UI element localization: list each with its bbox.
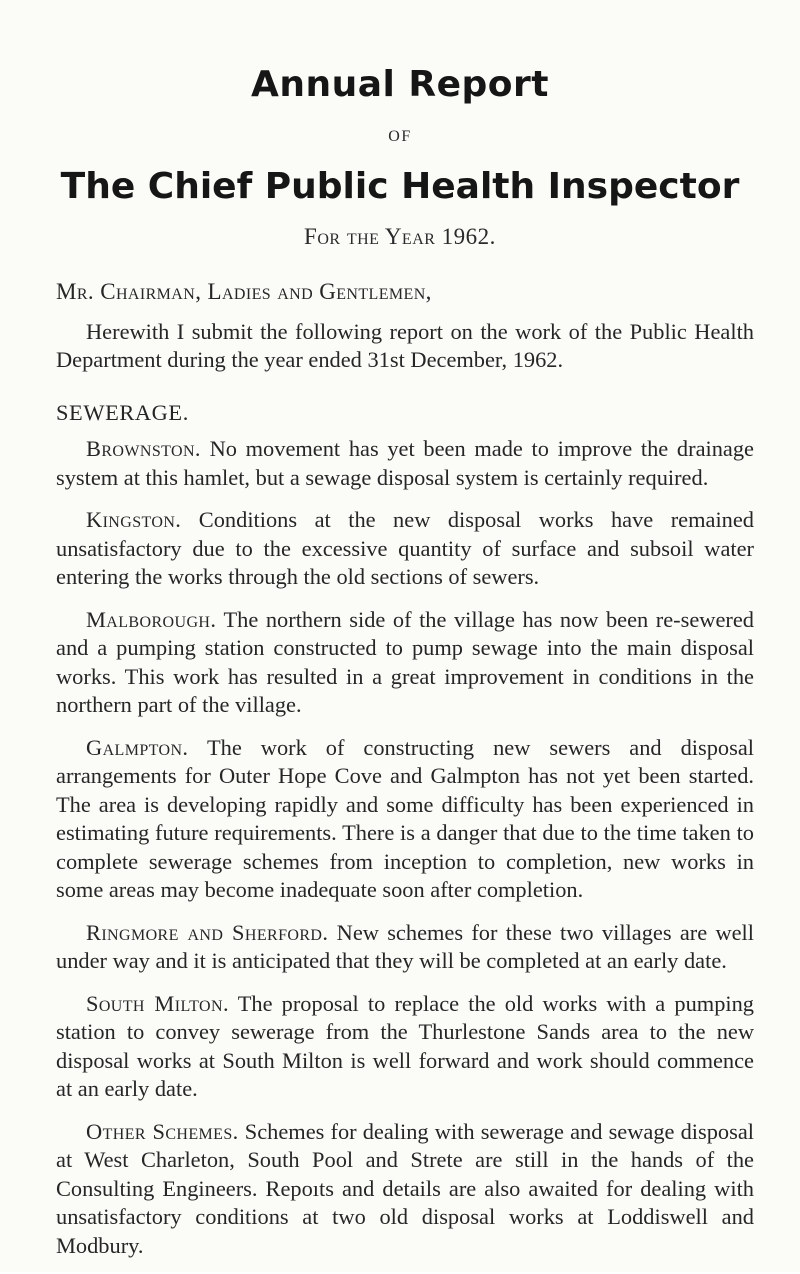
report-subtitle: The Chief Public Health Inspector (60, 166, 740, 207)
paragraph-text: The work of constructing new sewers and disposal arrangements for Outer Hope Cove and Galmpton has not yet been started. The area is developing rapidly and some difficulty has been experienced in estimating future requirements. There is a danger that due to the time taken to complete sewerage schemes from inception to completion, new works in some areas may become inadequate soon after completion. (56, 734, 754, 902)
report-title-of: OF (388, 128, 412, 145)
salutation: Mr. Chairman, Ladies and Gentlemen, (56, 279, 432, 304)
intro-paragraph: Herewith I submit the following report on the work of the Public Health Department during the year ended 31st December, 1962. (56, 318, 754, 372)
paragraph-lead: Malborough. (86, 606, 217, 632)
paragraph-lead: Other Schemes. (86, 1118, 239, 1144)
paragraph-kingston (56, 506, 754, 592)
paragraph-text: The northern side of the village has now been re-sewered and a pumping station constructed to pump sewage into the main disposal works. This work has resulted in a great improvement in conditions in the northern part of the village. (56, 606, 754, 717)
paragraph-lead: Brownston. (86, 436, 201, 461)
paragraph-lead: Kingston. (86, 507, 182, 532)
paragraph-brownston (56, 435, 754, 492)
paragraph-lead: Galmpton. (86, 734, 189, 760)
paragraph-text: Schemes for dealing with sewerage and sewage disposal at West Charleton, South Pool and Strete are still in the hands of the Consulting Engineers. Repoıts and details are also awaited for dealing with unsatisfactory conditions at two old disposal works at Loddiswell and Modbury. (56, 1118, 754, 1258)
paragraph-lead: Ringmore and Sherford. (86, 919, 329, 945)
paragraph-lead: South Milton. (86, 990, 229, 1016)
report-title: Annual Report (250, 64, 549, 105)
paragraph-other-schemes (56, 1118, 754, 1261)
report-body (56, 278, 754, 1274)
paragraph-text: No movement has yet been made to improve the drainage system at this hamlet, but a sewage disposal system is certainly required. (56, 436, 754, 490)
paragraph-text: New schemes for these two villages are well under way and it is anticipated that they will be completed at an early date. (56, 919, 754, 973)
paragraph-galmpton (56, 734, 754, 905)
section-heading-sewerage: SEWERAGE. (56, 399, 189, 425)
paragraph-ringmore-sherford (56, 919, 754, 976)
paragraph-malborough (56, 606, 754, 720)
report-year-line: For the Year 1962. (304, 224, 496, 249)
paragraph-text: Conditions at the new disposal works have remained unsatisfactory due to the excessive quantity of surface and subsoil water entering the works through the old sections of sewers. (56, 507, 754, 589)
paragraph-south-milton (56, 990, 754, 1104)
paragraph-text: The proposal to replace the old works with a pumping station to convey sewerage from the Thurlestone Sands area to the new disposal works at South Milton is well forward and work should commence at an early date. (56, 990, 754, 1101)
